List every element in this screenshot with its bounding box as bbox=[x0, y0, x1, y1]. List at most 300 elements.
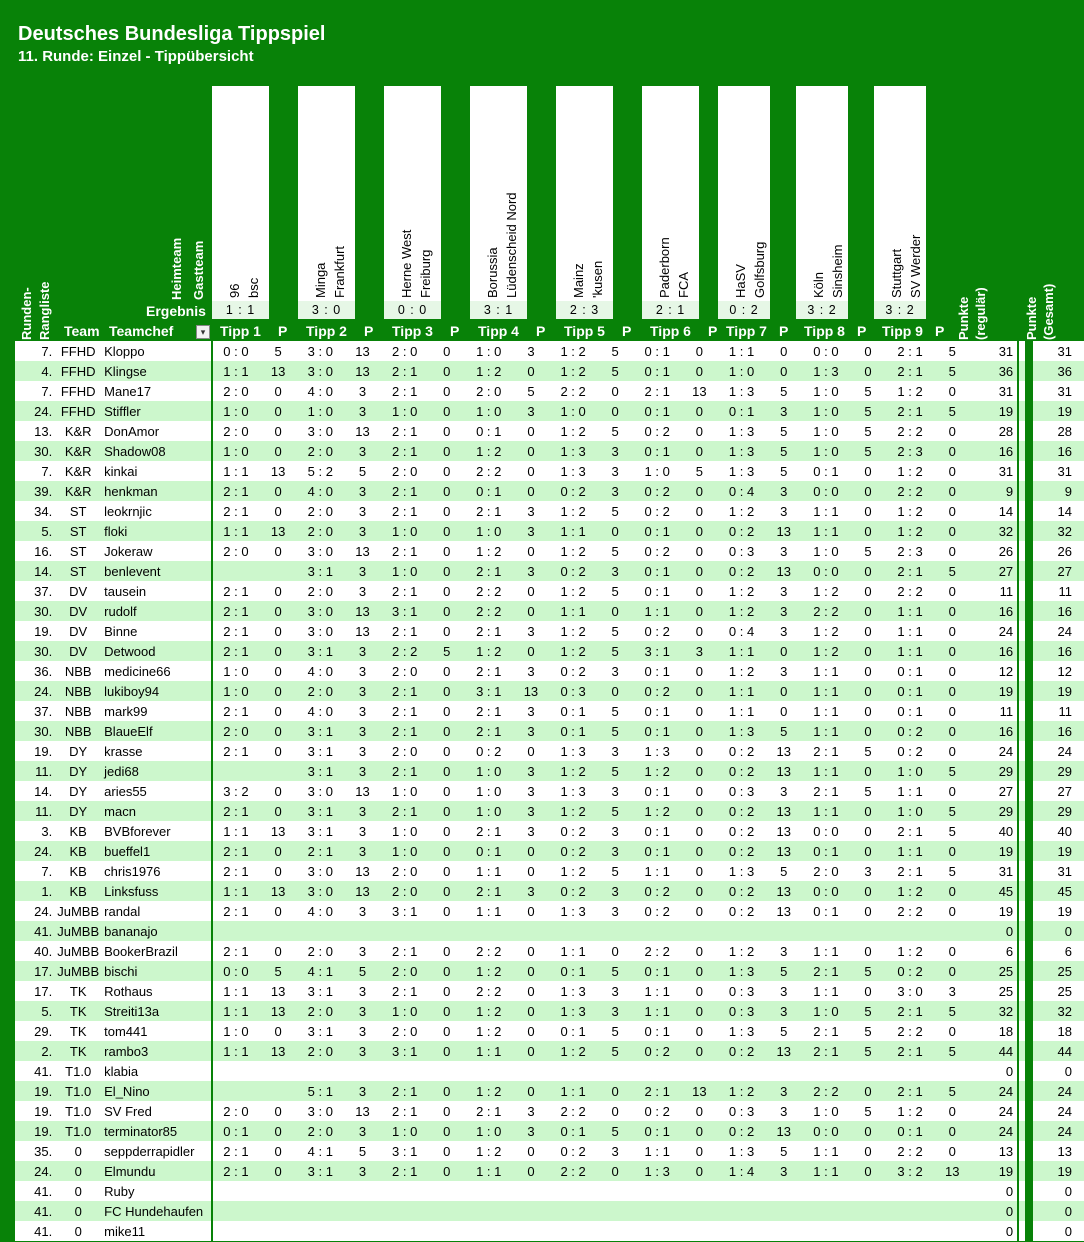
points-8-cell: 0 bbox=[854, 1161, 882, 1181]
points-9-cell: 5 bbox=[938, 821, 967, 841]
teamchef-cell: rambo3 bbox=[102, 1041, 208, 1061]
tipp-4-cell: 2 : 1 bbox=[461, 701, 517, 721]
tipp-8-cell: 0 : 1 bbox=[798, 841, 854, 861]
punkte-gesamt-cell: 0 bbox=[1033, 921, 1084, 941]
points-1-cell: 0 bbox=[264, 701, 293, 721]
gap-cell bbox=[1025, 481, 1033, 501]
points-2-cell: 5 bbox=[348, 961, 377, 981]
teamchef-cell: kinkai bbox=[102, 461, 208, 481]
points-3-cell: 0 bbox=[433, 681, 461, 701]
tipp-6-cell: 0 : 1 bbox=[629, 521, 685, 541]
tipp-3-cell: 3 : 1 bbox=[377, 901, 433, 921]
rank-cell: 17. bbox=[15, 961, 54, 981]
punkte-gesamt-cell: 29 bbox=[1033, 801, 1084, 821]
tipp-8-cell bbox=[798, 1201, 854, 1221]
tipp-8-cell: 1 : 1 bbox=[798, 1141, 854, 1161]
points-3-cell bbox=[433, 1181, 461, 1201]
tipp-2-cell: 2 : 0 bbox=[292, 441, 348, 461]
team-cell: NBB bbox=[54, 681, 102, 701]
gap-cell bbox=[1025, 881, 1033, 901]
points-4-cell: 3 bbox=[517, 621, 546, 641]
teamchef-cell: Kloppo bbox=[102, 341, 208, 361]
points-3-cell: 0 bbox=[433, 361, 461, 381]
team-cell: JuMBB bbox=[54, 961, 102, 981]
tipp-5-cell: 1 : 2 bbox=[545, 1041, 601, 1061]
points-1-cell: 0 bbox=[264, 861, 293, 881]
points-8-cell: 0 bbox=[854, 721, 882, 741]
team-cell: 0 bbox=[54, 1141, 102, 1161]
punkte-regulaer-cell: 32 bbox=[966, 1001, 1025, 1021]
rank-cell: 39. bbox=[15, 481, 54, 501]
points-4-cell: 3 bbox=[517, 561, 546, 581]
rank-cell: 24. bbox=[15, 1161, 54, 1181]
tipp-2-cell: 2 : 0 bbox=[292, 1121, 348, 1141]
tipp-8-cell: 1 : 0 bbox=[798, 541, 854, 561]
tipp-5-cell: 0 : 1 bbox=[545, 961, 601, 981]
punkte-gesamt-cell: 24 bbox=[1033, 1121, 1084, 1141]
tipp-3-cell: 2 : 1 bbox=[377, 1101, 433, 1121]
tipp-9-cell: 1 : 2 bbox=[882, 501, 938, 521]
tipp-5-cell: 1 : 2 bbox=[545, 641, 601, 661]
gap-cell bbox=[1025, 1121, 1033, 1141]
points-8-cell: 0 bbox=[854, 1141, 882, 1161]
table-row bbox=[15, 741, 1084, 761]
tipp-3-cell: 1 : 0 bbox=[377, 841, 433, 861]
table-row bbox=[15, 541, 1084, 561]
rank-cell: 19. bbox=[15, 621, 54, 641]
points-1-cell bbox=[264, 1061, 293, 1081]
tipp-6-cell: 0 : 1 bbox=[629, 821, 685, 841]
tipp-3-cell: 2 : 0 bbox=[377, 861, 433, 881]
points-9-cell: 13 bbox=[938, 1161, 967, 1181]
points-6-cell: 0 bbox=[685, 581, 714, 601]
points-3-cell: 0 bbox=[433, 721, 461, 741]
points-8-cell bbox=[854, 921, 882, 941]
tipp-5-header: Tipp 5 bbox=[564, 323, 605, 339]
tipp-7-cell bbox=[714, 1201, 770, 1221]
tipp-1-cell: 1 : 0 bbox=[208, 441, 264, 461]
tipp-1-cell bbox=[208, 1201, 264, 1221]
points-8-cell: 0 bbox=[854, 461, 882, 481]
points-3-cell bbox=[433, 1061, 461, 1081]
points-1-cell: 13 bbox=[264, 461, 293, 481]
points-5-cell: 5 bbox=[601, 961, 629, 981]
tipp-2-cell: 2 : 0 bbox=[292, 941, 348, 961]
teamchef-cell: medicine66 bbox=[102, 661, 208, 681]
tipp-1-cell: 2 : 0 bbox=[208, 541, 264, 561]
points-9-cell: 0 bbox=[938, 1021, 967, 1041]
points-5-cell: 3 bbox=[601, 981, 629, 1001]
tipp-2-cell: 3 : 1 bbox=[292, 821, 348, 841]
points-7-cell: 5 bbox=[769, 421, 798, 441]
tipp-6-cell: 0 : 2 bbox=[629, 681, 685, 701]
tipp-6-cell: 0 : 1 bbox=[629, 581, 685, 601]
tipp-6-cell: 0 : 1 bbox=[629, 1021, 685, 1041]
points-9-cell: 5 bbox=[938, 341, 967, 361]
tipp-1-cell: 2 : 1 bbox=[208, 901, 264, 921]
tipp-7-cell: 0 : 3 bbox=[714, 981, 770, 1001]
tipp-9-cell: 2 : 1 bbox=[882, 401, 938, 421]
points-9-cell: 0 bbox=[938, 701, 967, 721]
tipp-5-cell bbox=[545, 921, 601, 941]
tipp-7-cell: 0 : 1 bbox=[714, 401, 770, 421]
points-2-cell: 3 bbox=[348, 1121, 377, 1141]
tipp-3-cell: 2 : 0 bbox=[377, 881, 433, 901]
points-9-cell: 0 bbox=[938, 1121, 967, 1141]
tipp-1-cell: 2 : 0 bbox=[208, 1101, 264, 1121]
punkte-regulaer-cell: 16 bbox=[966, 721, 1025, 741]
tipp-8-cell: 0 : 0 bbox=[798, 481, 854, 501]
match-6-home: Paderborn bbox=[657, 237, 672, 298]
points-3-cell bbox=[433, 1221, 461, 1241]
tipp-3-cell: 1 : 0 bbox=[377, 561, 433, 581]
tipp-1-cell: 1 : 0 bbox=[208, 1021, 264, 1041]
tipp-4-cell: 1 : 2 bbox=[461, 1081, 517, 1101]
points-3-cell: 5 bbox=[433, 641, 461, 661]
points-8-cell: 5 bbox=[854, 441, 882, 461]
teamchef-cell: tom441 bbox=[102, 1021, 208, 1041]
points-6-cell: 0 bbox=[685, 601, 714, 621]
points-6-cell: 0 bbox=[685, 621, 714, 641]
gap-cell bbox=[1025, 501, 1033, 521]
points-7-cell bbox=[769, 1221, 798, 1241]
points-5-cell: 5 bbox=[601, 721, 629, 741]
points-9-cell bbox=[938, 1061, 967, 1081]
tipp-1-cell: 1 : 1 bbox=[208, 361, 264, 381]
points-7-cell: 3 bbox=[769, 481, 798, 501]
tipp-7-cell: 0 : 2 bbox=[714, 1121, 770, 1141]
tipp-6-cell: 0 : 2 bbox=[629, 901, 685, 921]
tipp-7-cell: 0 : 2 bbox=[714, 901, 770, 921]
punkte-gesamt-cell: 16 bbox=[1033, 721, 1084, 741]
points-3-cell: 0 bbox=[433, 841, 461, 861]
tipp-4-cell: 1 : 2 bbox=[461, 541, 517, 561]
match-3-result: 0 : 0 bbox=[397, 303, 428, 317]
tipp-3-cell: 1 : 0 bbox=[377, 401, 433, 421]
points-4-cell: 0 bbox=[517, 1001, 546, 1021]
gap-cell bbox=[1025, 581, 1033, 601]
gap-cell bbox=[1025, 861, 1033, 881]
tipp-2-cell: 3 : 0 bbox=[292, 1101, 348, 1121]
tipp-4-cell: 1 : 0 bbox=[461, 521, 517, 541]
tipp-2-cell bbox=[292, 921, 348, 941]
tipp-1-cell: 1 : 1 bbox=[208, 521, 264, 541]
table-row bbox=[15, 361, 1084, 381]
tipp-6-cell: 0 : 2 bbox=[629, 881, 685, 901]
rangliste-label-1: Runden- bbox=[19, 287, 34, 340]
tipp-4-cell: 1 : 0 bbox=[461, 401, 517, 421]
tipp-5-cell: 1 : 3 bbox=[545, 1001, 601, 1021]
tipp-7-cell: 1 : 3 bbox=[714, 421, 770, 441]
tipp-8-cell: 1 : 0 bbox=[798, 401, 854, 421]
table-row bbox=[15, 1181, 1084, 1201]
match-9-result: 3 : 2 bbox=[885, 303, 915, 317]
points-7-cell: 3 bbox=[769, 501, 798, 521]
tipp-3-cell: 2 : 1 bbox=[377, 1161, 433, 1181]
tipp-8-header: Tipp 8 bbox=[804, 323, 845, 339]
rank-cell: 5. bbox=[15, 1001, 54, 1021]
points-7-cell: 13 bbox=[769, 821, 798, 841]
tipp-7-cell: 1 : 2 bbox=[714, 501, 770, 521]
points-8-cell: 5 bbox=[854, 1041, 882, 1061]
rank-cell: 24. bbox=[15, 841, 54, 861]
tipp-1-cell: 2 : 1 bbox=[208, 641, 264, 661]
tipp-1-cell: 1 : 1 bbox=[208, 821, 264, 841]
tipp-5-cell: 0 : 2 bbox=[545, 1141, 601, 1161]
points-4-cell: 3 bbox=[517, 521, 546, 541]
tipp-3-cell bbox=[377, 921, 433, 941]
points-7-cell: 5 bbox=[769, 721, 798, 741]
tipp-1-cell bbox=[208, 1181, 264, 1201]
points-9-header: P bbox=[935, 323, 945, 339]
points-6-cell: 0 bbox=[685, 861, 714, 881]
points-2-cell: 3 bbox=[348, 981, 377, 1001]
points-5-cell: 5 bbox=[601, 801, 629, 821]
tipp-3-cell: 2 : 1 bbox=[377, 941, 433, 961]
table-row bbox=[15, 501, 1084, 521]
tipp-8-cell: 1 : 1 bbox=[798, 701, 854, 721]
tipp-6-cell bbox=[629, 921, 685, 941]
points-3-cell: 0 bbox=[433, 341, 461, 361]
punkte-gesamt-cell: 40 bbox=[1033, 821, 1084, 841]
points-5-cell: 0 bbox=[601, 941, 629, 961]
rank-cell: 14. bbox=[15, 781, 54, 801]
gap-cell bbox=[1025, 1001, 1033, 1021]
rank-cell: 41. bbox=[15, 1061, 54, 1081]
tipp-6-cell: 0 : 1 bbox=[629, 781, 685, 801]
punkte-gesamt-cell: 16 bbox=[1033, 641, 1084, 661]
tipp-5-cell: 0 : 1 bbox=[545, 1121, 601, 1141]
teamchef-cell: BookerBrazil bbox=[102, 941, 208, 961]
points-9-cell: 5 bbox=[938, 1041, 967, 1061]
tipp-1-cell: 2 : 1 bbox=[208, 701, 264, 721]
table-row bbox=[15, 1041, 1084, 1061]
tipp-7-cell: 0 : 2 bbox=[714, 741, 770, 761]
rank-cell: 41. bbox=[15, 1181, 54, 1201]
points-5-cell bbox=[601, 921, 629, 941]
tipp-7-cell: 0 : 2 bbox=[714, 841, 770, 861]
points-1-cell: 0 bbox=[264, 481, 293, 501]
points-2-cell bbox=[348, 1201, 377, 1221]
tipp-7-cell: 1 : 3 bbox=[714, 461, 770, 481]
points-6-cell: 0 bbox=[685, 1161, 714, 1181]
points-1-cell: 5 bbox=[264, 961, 293, 981]
tipp-7-cell: 1 : 2 bbox=[714, 581, 770, 601]
team-cell: ST bbox=[54, 561, 102, 581]
punkte-gesamt-cell: 6 bbox=[1033, 941, 1084, 961]
points-5-cell: 5 bbox=[601, 361, 629, 381]
points-8-cell: 5 bbox=[854, 1001, 882, 1021]
tipp-4-cell: 1 : 2 bbox=[461, 441, 517, 461]
team-cell: NBB bbox=[54, 701, 102, 721]
team-cell: KB bbox=[54, 861, 102, 881]
points-7-cell: 3 bbox=[769, 581, 798, 601]
tipp-7-cell: 0 : 2 bbox=[714, 561, 770, 581]
points-5-cell: 3 bbox=[601, 901, 629, 921]
points-8-cell bbox=[854, 1181, 882, 1201]
tipp-3-cell: 2 : 1 bbox=[377, 421, 433, 441]
points-1-cell: 13 bbox=[264, 821, 293, 841]
tipp-8-cell bbox=[798, 1181, 854, 1201]
team-cell: DY bbox=[54, 801, 102, 821]
tipp-7-cell: 1 : 1 bbox=[714, 701, 770, 721]
table-row bbox=[15, 681, 1084, 701]
points-1-cell: 0 bbox=[264, 661, 293, 681]
punkte-gesamt-cell: 27 bbox=[1033, 781, 1084, 801]
points-4-cell: 3 bbox=[517, 1121, 546, 1141]
points-6-cell: 0 bbox=[685, 1141, 714, 1161]
points-8-cell: 0 bbox=[854, 901, 882, 921]
points-2-cell: 3 bbox=[348, 701, 377, 721]
gap-cell bbox=[1025, 761, 1033, 781]
tipp-2-cell bbox=[292, 1201, 348, 1221]
points-7-cell: 5 bbox=[769, 381, 798, 401]
tipp-9-cell: 1 : 0 bbox=[882, 761, 938, 781]
punkte-gesamt-label-1: Punkte bbox=[1024, 296, 1039, 340]
teamchef-header[interactable]: Teamchef bbox=[109, 323, 174, 339]
points-7-cell: 3 bbox=[769, 941, 798, 961]
points-6-cell bbox=[685, 1181, 714, 1201]
punkte-gesamt-cell: 0 bbox=[1033, 1221, 1084, 1241]
tipp-6-cell bbox=[629, 1181, 685, 1201]
table-row bbox=[15, 1061, 1084, 1081]
points-3-cell: 0 bbox=[433, 501, 461, 521]
points-4-cell: 0 bbox=[517, 441, 546, 461]
punkte-regulaer-cell: 24 bbox=[966, 621, 1025, 641]
punkte-regulaer-cell: 24 bbox=[966, 741, 1025, 761]
points-3-cell: 0 bbox=[433, 1101, 461, 1121]
rank-cell: 37. bbox=[15, 581, 54, 601]
tipp-2-cell: 5 : 1 bbox=[292, 1081, 348, 1101]
points-4-cell: 0 bbox=[517, 361, 546, 381]
tipp-6-cell: 0 : 1 bbox=[629, 721, 685, 741]
match-5-result: 2 : 3 bbox=[569, 303, 600, 317]
tipp-8-cell: 1 : 1 bbox=[798, 981, 854, 1001]
tipp-4-cell: 0 : 1 bbox=[461, 841, 517, 861]
tipp-1-cell: 1 : 1 bbox=[208, 881, 264, 901]
table-row bbox=[15, 761, 1084, 781]
points-5-cell bbox=[601, 1221, 629, 1241]
tipp-8-cell: 2 : 2 bbox=[798, 1081, 854, 1101]
punkte-regulaer-cell: 19 bbox=[966, 401, 1025, 421]
tipp-7-cell: 1 : 2 bbox=[714, 601, 770, 621]
points-1-cell: 13 bbox=[264, 361, 293, 381]
table-row bbox=[15, 401, 1084, 421]
tipp-4-cell: 2 : 2 bbox=[461, 461, 517, 481]
tipp-3-cell bbox=[377, 1061, 433, 1081]
tipp-2-cell: 2 : 0 bbox=[292, 681, 348, 701]
tipp-9-cell: 2 : 1 bbox=[882, 1081, 938, 1101]
gap-cell bbox=[1025, 561, 1033, 581]
points-5-cell: 0 bbox=[601, 601, 629, 621]
tipp-7-cell: 0 : 2 bbox=[714, 821, 770, 841]
filter-dropdown-icon[interactable]: ▾ bbox=[196, 325, 210, 339]
tipp-5-cell: 0 : 2 bbox=[545, 661, 601, 681]
punkte-gesamt-cell: 32 bbox=[1033, 1001, 1084, 1021]
points-9-cell: 5 bbox=[938, 861, 967, 881]
points-3-cell bbox=[433, 1201, 461, 1221]
tipp-4-cell: 2 : 1 bbox=[461, 561, 517, 581]
points-1-cell: 0 bbox=[264, 1021, 293, 1041]
points-1-cell bbox=[264, 1221, 293, 1241]
points-8-cell: 5 bbox=[854, 1101, 882, 1121]
points-9-cell: 0 bbox=[938, 641, 967, 661]
points-6-cell: 0 bbox=[685, 521, 714, 541]
tipp-4-cell: 1 : 0 bbox=[461, 761, 517, 781]
tipp-2-cell: 1 : 0 bbox=[292, 401, 348, 421]
tipp-4-cell: 1 : 2 bbox=[461, 641, 517, 661]
match-3-away: Freiburg bbox=[418, 249, 433, 298]
points-8-cell: 0 bbox=[854, 621, 882, 641]
gap-cell bbox=[1025, 961, 1033, 981]
team-cell: 0 bbox=[54, 1161, 102, 1181]
teamchef-cell: henkman bbox=[102, 481, 208, 501]
punkte-regulaer-cell: 25 bbox=[966, 961, 1025, 981]
points-3-cell: 0 bbox=[433, 1161, 461, 1181]
teamchef-cell: Elmundu bbox=[102, 1161, 208, 1181]
punkte-regulaer-cell: 19 bbox=[966, 1161, 1025, 1181]
gap-cell bbox=[1025, 1221, 1033, 1241]
tipp-1-cell bbox=[208, 1221, 264, 1241]
rank-cell: 19. bbox=[15, 1081, 54, 1101]
team-cell: DV bbox=[54, 621, 102, 641]
tipp-1-cell: 2 : 1 bbox=[208, 841, 264, 861]
teamchef-cell: jedi68 bbox=[102, 761, 208, 781]
punkte-regulaer-cell: 16 bbox=[966, 641, 1025, 661]
punkte-gesamt-cell: 19 bbox=[1033, 681, 1084, 701]
rank-cell: 19. bbox=[15, 741, 54, 761]
points-9-cell: 0 bbox=[938, 881, 967, 901]
points-1-cell: 0 bbox=[264, 1101, 293, 1121]
team-cell: ST bbox=[54, 501, 102, 521]
points-9-cell: 0 bbox=[938, 781, 967, 801]
table-row bbox=[15, 1001, 1084, 1021]
points-3-cell: 0 bbox=[433, 1001, 461, 1021]
team-cell: DV bbox=[54, 601, 102, 621]
tipp-8-cell: 2 : 2 bbox=[798, 601, 854, 621]
points-5-cell: 3 bbox=[601, 821, 629, 841]
points-1-cell: 0 bbox=[264, 841, 293, 861]
points-6-cell: 13 bbox=[685, 381, 714, 401]
tipp-3-cell: 2 : 1 bbox=[377, 761, 433, 781]
team-cell: JuMBB bbox=[54, 921, 102, 941]
tipp-6-cell: 1 : 3 bbox=[629, 1161, 685, 1181]
points-6-cell: 13 bbox=[685, 1081, 714, 1101]
points-4-cell bbox=[517, 1221, 546, 1241]
tipp-8-cell: 1 : 0 bbox=[798, 1001, 854, 1021]
tipp-2-cell: 4 : 1 bbox=[292, 1141, 348, 1161]
points-4-cell: 0 bbox=[517, 1041, 546, 1061]
tipp-6-cell: 0 : 1 bbox=[629, 361, 685, 381]
points-3-cell: 0 bbox=[433, 601, 461, 621]
gap-cell bbox=[1025, 341, 1033, 361]
teamchef-cell: terminator85 bbox=[102, 1121, 208, 1141]
rank-cell: 24. bbox=[15, 901, 54, 921]
tipp-9-cell: 2 : 2 bbox=[882, 581, 938, 601]
points-7-cell: 0 bbox=[769, 641, 798, 661]
tipp-7-cell: 0 : 2 bbox=[714, 761, 770, 781]
rank-cell: 17. bbox=[15, 981, 54, 1001]
tipp-3-cell: 2 : 0 bbox=[377, 461, 433, 481]
tipp-7-cell: 0 : 2 bbox=[714, 521, 770, 541]
gap-cell bbox=[1025, 421, 1033, 441]
punkte-gesamt-cell: 19 bbox=[1033, 1161, 1084, 1181]
tipp-7-cell: 1 : 1 bbox=[714, 681, 770, 701]
rank-cell: 3. bbox=[15, 821, 54, 841]
tipp-3-cell: 2 : 0 bbox=[377, 1021, 433, 1041]
points-6-cell: 0 bbox=[685, 661, 714, 681]
gap-cell bbox=[1025, 461, 1033, 481]
